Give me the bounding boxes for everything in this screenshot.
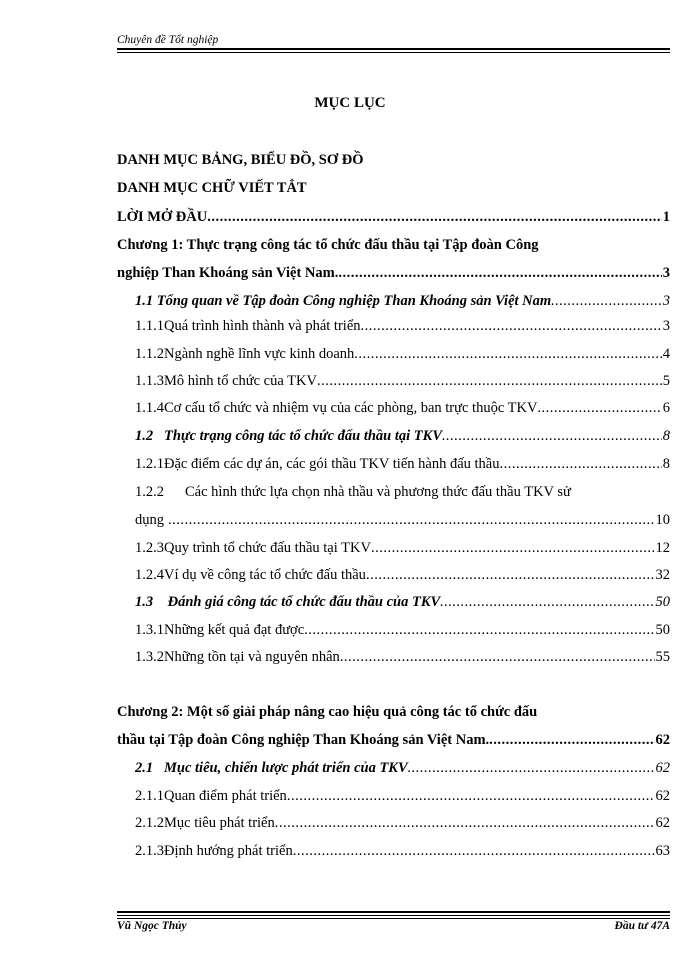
toc-section-1-2-2: dụng ..... 10 <box>117 510 670 530</box>
toc-section-1-1-2: 1.1.2 Ngành nghề lĩnh vực kinh doanh ..... 4 <box>117 344 670 364</box>
toc-abbreviations: DANH MỤC CHỮ VIẾT TẮT <box>117 180 307 196</box>
page-header: Chuyên đề Tốt nghiệp <box>117 34 219 46</box>
toc-section-2-1-1: 2.1.1 Quan điểm phát triển ..... 62 <box>117 786 670 806</box>
toc-section-1-2-3: 1.2.3 Quy trình tổ chức đấu thầu tại TKV ..... 12 <box>117 538 670 558</box>
header-rule-thin <box>117 52 670 53</box>
toc-section-1-1: 1.1 Tổng quan về Tập đoàn Công nghiệp Than Khoáng sản Việt Nam ..... 3 <box>117 291 670 311</box>
toc-section-1-1-4: 1.1.4 Cơ cấu tổ chức và nhiệm vụ của các phòng, ban trực thuộc TKV ..... 6 <box>117 398 670 418</box>
page-title: MỤC LỤC <box>314 95 386 111</box>
footer-author: Vũ Ngọc Thủy <box>117 920 187 932</box>
header-rule <box>117 48 670 50</box>
footer-rule-thin-2 <box>117 918 670 919</box>
toc-section-2-1-2: 2.1.2 Mục tiêu phát triển ..... 62 <box>117 813 670 833</box>
toc-chapter-2-line-1: Chương 2: Một số giải pháp nâng cao hiệu quả công tác tổ chức đấu <box>117 704 538 720</box>
toc-list-of-tables: DANH MỤC BẢNG, BIỂU ĐỒ, SƠ ĐỒ <box>117 152 364 168</box>
toc-section-2-1: 2.1 Mục tiêu, chiến lược phát triển của TKV ..... 62 <box>117 758 670 778</box>
footer-class: Đầu tư 47A <box>614 920 670 932</box>
toc-section-1-3-1: 1.3.1 Những kết quả đạt được ..... 50 <box>117 620 670 640</box>
toc-section-1-3-2: 1.3.2 Những tồn tại và nguyên nhân ..... 55 <box>117 647 670 667</box>
footer-rule <box>117 911 670 913</box>
toc-section-1-3: 1.3 Đánh giá công tác tổ chức đấu thầu của TKV ..... 50 <box>117 592 670 612</box>
toc-introduction: LỜI MỞ ĐẦU ..... 1 <box>117 207 670 227</box>
toc-section-1-2: 1.2 Thực trạng công tác tổ chức đấu thầu tại TKV ..... 8 <box>117 426 670 446</box>
toc-chapter-1: nghiệp Than Khoáng sản Việt Nam. ..... 3 <box>117 263 670 283</box>
footer-rule-thin <box>117 915 670 916</box>
toc-section-1-2-4: 1.2.4 Ví dụ về công tác tổ chức đấu thầu ..... 32 <box>117 565 670 585</box>
toc-section-1-1-3: 1.1.3 Mô hình tổ chức của TKV ..... 5 <box>117 371 670 391</box>
toc-chapter-1-line-1: Chương 1: Thực trạng công tác tổ chức đấu thầu tại Tập đoàn Công <box>117 237 539 253</box>
toc-chapter-2: thầu tại Tập đoàn Công nghiệp Than Khoáng sản Việt Nam. ..... 62 <box>117 730 670 750</box>
toc-section-1-2-2-line-1: 1.2.2 Các hình thức lựa chọn nhà thầu và phương thức đấu thầu TKV sử <box>135 484 571 500</box>
toc-section-2-1-3: 2.1.3 Định hướng phát triển ..... 63 <box>117 841 670 861</box>
toc-section-1-1-1: 1.1.1 Quá trình hình thành và phát triển ..... 3 <box>117 316 670 336</box>
toc-section-1-2-1: 1.2.1 Đặc điểm các dự án, các gói thầu TKV tiến hành đấu thầu ..... 8 <box>117 454 670 474</box>
